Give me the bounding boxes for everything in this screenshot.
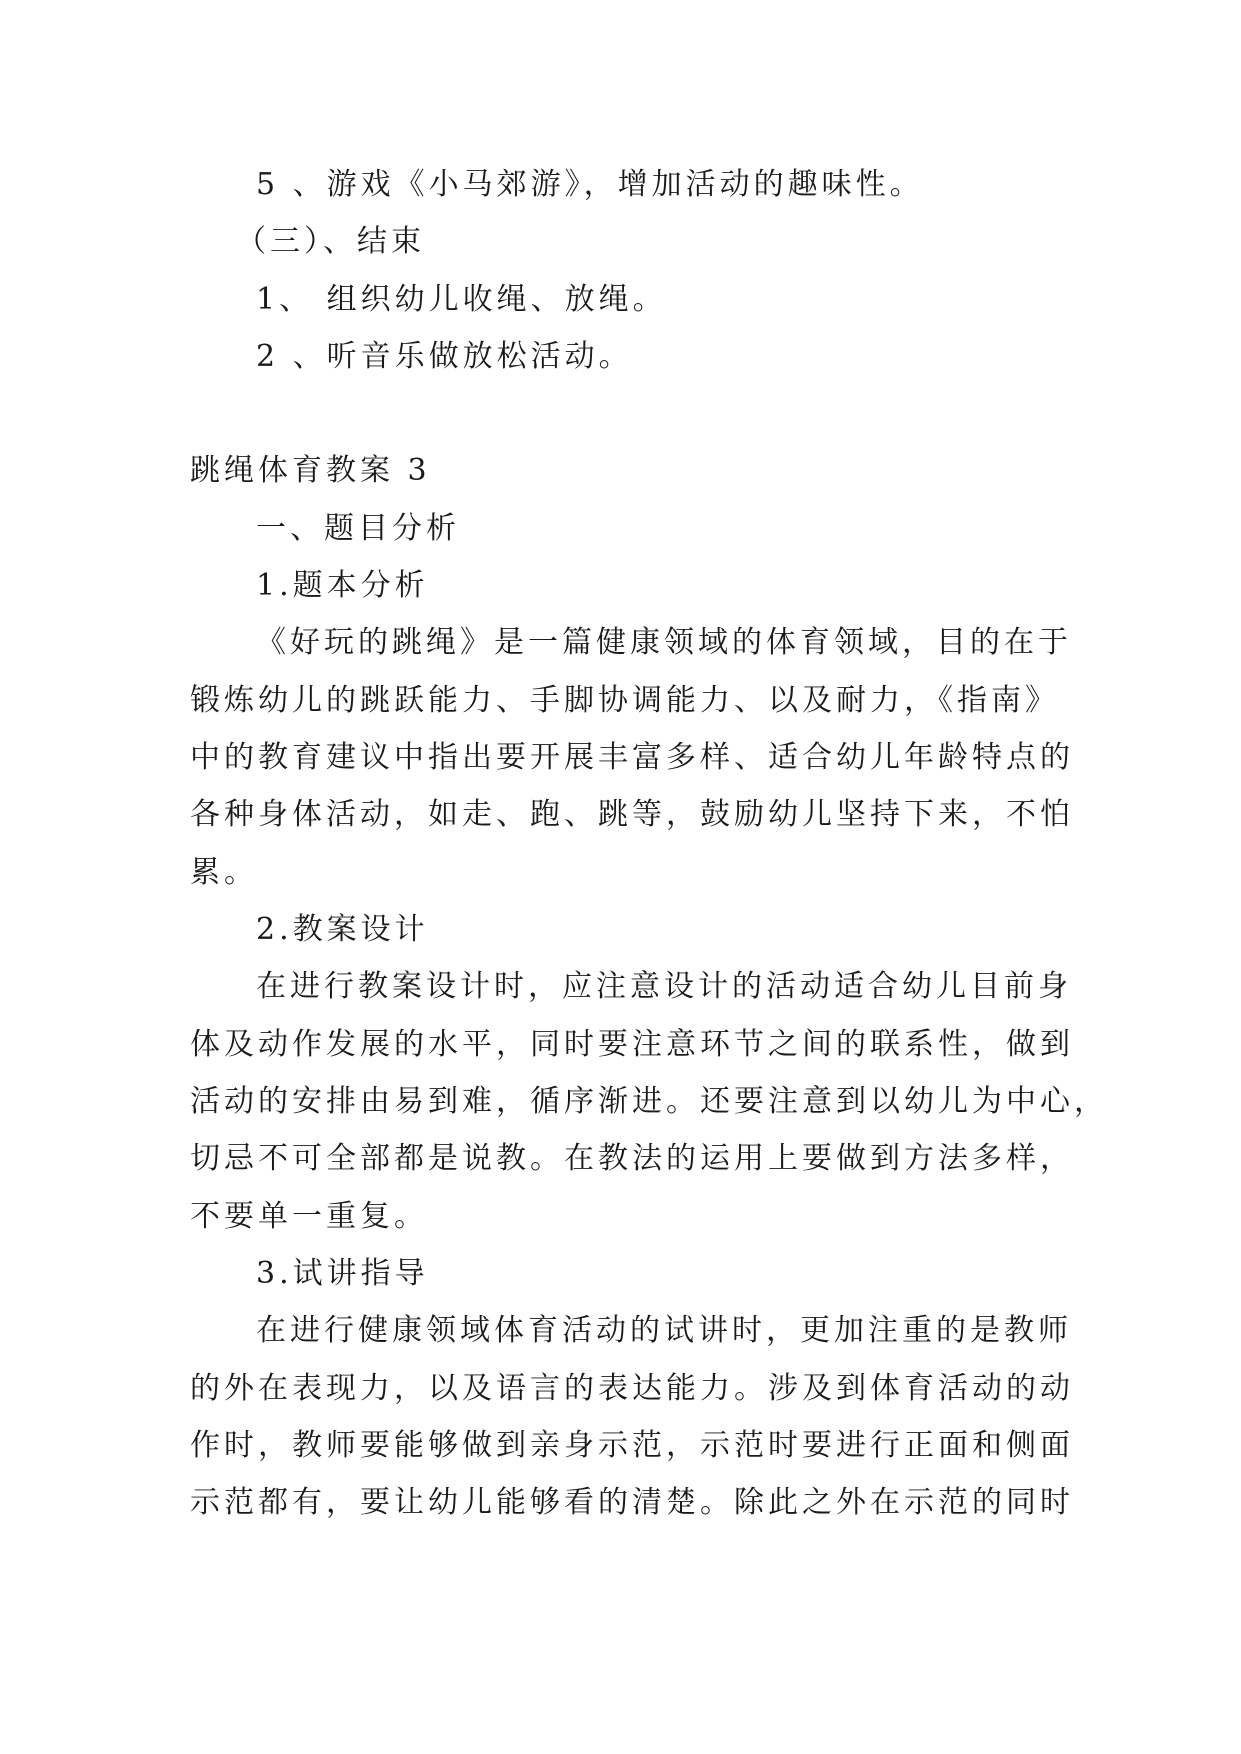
paragraph-line: 《好玩的跳绳》是一篇健康领域的体育领域，目的在于 bbox=[256, 625, 1072, 660]
subheading-text-analysis: 1.题本分析 bbox=[256, 568, 429, 603]
list-item-relax: 2 、听音乐做放松活动。 bbox=[256, 339, 633, 374]
paragraph-line: 的外在表现力，以及语言的表达能力。涉及到体育活动的动 bbox=[190, 1371, 1074, 1406]
list-item-collect-rope: 1、 组织幼儿收绳、放绳。 bbox=[256, 282, 667, 317]
section-heading-topic-analysis: 一、题目分析 bbox=[256, 511, 460, 546]
subheading-trial-guidance: 3.试讲指导 bbox=[256, 1256, 429, 1291]
paragraph-line: 锻炼幼儿的跳跃能力、手脚协调能力、以及耐力，《指南》 bbox=[190, 683, 1059, 718]
paragraph-line: 体及动作发展的水平，同时要注意环节之间的联系性，做到 bbox=[190, 1027, 1074, 1062]
section-heading-ending: （三）、结束 bbox=[236, 224, 425, 259]
paragraph-line: 在进行教案设计时，应注意设计的活动适合幼儿目前身 bbox=[256, 969, 1072, 1004]
paragraph-line: 不要单一重复。 bbox=[190, 1199, 428, 1234]
paragraph-line: 各种身体活动，如走、跑、跳等，鼓励幼儿坚持下来，不怕 bbox=[190, 797, 1074, 832]
paragraph-line: 中的教育建议中指出要开展丰富多样、适合幼儿年龄特点的 bbox=[190, 740, 1074, 775]
document-title: 跳绳体育教案 3 bbox=[190, 453, 431, 488]
subheading-lesson-design: 2.教案设计 bbox=[256, 912, 429, 947]
paragraph-line: 在进行健康领域体育活动的试讲时，更加注重的是教师 bbox=[256, 1313, 1072, 1348]
paragraph-line: 切忌不可全部都是说教。在教法的运用上要做到方法多样， bbox=[190, 1141, 1074, 1176]
paragraph-line: 活动的安排由易到难，循序渐进。还要注意到以幼儿为中心， bbox=[190, 1084, 1108, 1119]
paragraph-line: 示范都有，要让幼儿能够看的清楚。除此之外在示范的同时 bbox=[190, 1485, 1074, 1520]
paragraph-line: 作时，教师要能够做到亲身示范，示范时要进行正面和侧面 bbox=[190, 1428, 1074, 1463]
paragraph-line: 累。 bbox=[190, 855, 258, 890]
list-item-game: 5 、游戏《小马郊游》，增加活动的趣味性。 bbox=[256, 167, 924, 202]
